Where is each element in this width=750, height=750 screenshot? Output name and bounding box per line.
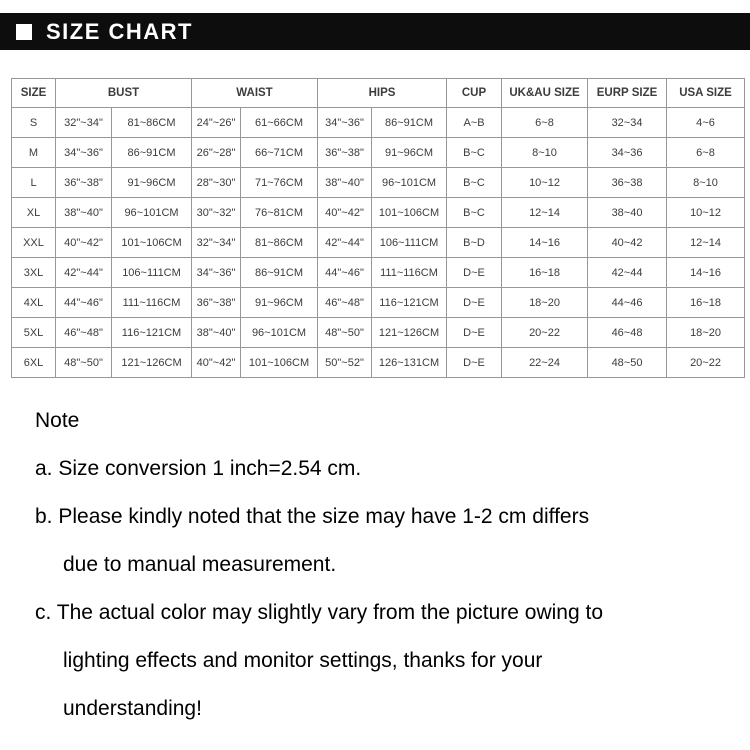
size-cell: 6XL xyxy=(12,348,56,378)
table-row-m xyxy=(12,138,745,168)
cup-cell: B~C xyxy=(447,168,502,198)
waist-in-cell: 38"~40" xyxy=(192,318,241,348)
usa-cell: 18~20 xyxy=(667,318,745,348)
size-cell: XXL xyxy=(12,228,56,258)
table-row-6xl xyxy=(12,348,745,378)
eurp-cell: 36~38 xyxy=(588,168,667,198)
bust-in-cell: 42"~44" xyxy=(56,258,112,288)
note-item-c-line3: understanding! xyxy=(63,697,202,720)
bust-in-cell: 36"~38" xyxy=(56,168,112,198)
waist-cm-cell: 91~96CM xyxy=(241,288,318,318)
note-item-b-line1: b. Please kindly noted that the size may have 1-2 cm differs xyxy=(35,505,590,528)
bust-cm-cell: 81~86CM xyxy=(112,108,192,138)
eurp-cell: 46~48 xyxy=(588,318,667,348)
cup-cell: B~C xyxy=(447,138,502,168)
table-row-5xl xyxy=(12,318,745,348)
ukau-cell: 14~16 xyxy=(502,228,588,258)
waist-cm-cell: 81~86CM xyxy=(241,228,318,258)
note-item-a: a. Size conversion 1 inch=2.54 cm. xyxy=(35,457,362,480)
col-header-hips: HIPS xyxy=(318,79,447,108)
hips-cm-cell: 126~131CM xyxy=(372,348,447,378)
cup-cell: D~E xyxy=(447,258,502,288)
notes-heading: Note xyxy=(35,409,80,432)
eurp-cell: 40~42 xyxy=(588,228,667,258)
hips-cm-cell: 86~91CM xyxy=(372,108,447,138)
cup-cell: A~B xyxy=(447,108,502,138)
cup-cell: B~C xyxy=(447,198,502,228)
size-cell: S xyxy=(12,108,56,138)
bust-in-cell: 44"~46" xyxy=(56,288,112,318)
bust-in-cell: 40"~42" xyxy=(56,228,112,258)
eurp-cell: 38~40 xyxy=(588,198,667,228)
waist-cm-cell: 101~106CM xyxy=(241,348,318,378)
waist-in-cell: 34"~36" xyxy=(192,258,241,288)
waist-in-cell: 30"~32" xyxy=(192,198,241,228)
usa-cell: 12~14 xyxy=(667,228,745,258)
table-row-s xyxy=(12,108,745,138)
usa-cell: 14~16 xyxy=(667,258,745,288)
hips-cm-cell: 101~106CM xyxy=(372,198,447,228)
bust-cm-cell: 116~121CM xyxy=(112,318,192,348)
waist-cm-cell: 86~91CM xyxy=(241,258,318,288)
waist-in-cell: 40"~42" xyxy=(192,348,241,378)
waist-cm-cell: 96~101CM xyxy=(241,318,318,348)
usa-cell: 6~8 xyxy=(667,138,745,168)
table-header-row xyxy=(12,79,745,108)
bust-in-cell: 46"~48" xyxy=(56,318,112,348)
size-cell: 4XL xyxy=(12,288,56,318)
table-row-3xl xyxy=(12,258,745,288)
size-cell: XL xyxy=(12,198,56,228)
cup-cell: D~E xyxy=(447,288,502,318)
square-bullet-icon xyxy=(16,24,32,40)
col-header-cup: CUP xyxy=(447,79,502,108)
cup-cell: B~D xyxy=(447,228,502,258)
hips-in-cell: 46"~48" xyxy=(318,288,372,318)
bust-in-cell: 32"~34" xyxy=(56,108,112,138)
bust-cm-cell: 101~106CM xyxy=(112,228,192,258)
eurp-cell: 42~44 xyxy=(588,258,667,288)
hips-cm-cell: 96~101CM xyxy=(372,168,447,198)
note-item-c-line1: c. The actual color may slightly vary from the picture owing to xyxy=(35,601,604,624)
waist-in-cell: 36"~38" xyxy=(192,288,241,318)
bust-in-cell: 38"~40" xyxy=(56,198,112,228)
cup-cell: D~E xyxy=(447,348,502,378)
page-title: SIZE CHART xyxy=(46,18,193,44)
ukau-cell: 16~18 xyxy=(502,258,588,288)
note-item-b-line2: due to manual measurement. xyxy=(63,553,337,576)
bust-cm-cell: 121~126CM xyxy=(112,348,192,378)
ukau-cell: 12~14 xyxy=(502,198,588,228)
bust-cm-cell: 111~116CM xyxy=(112,288,192,318)
table-row-l xyxy=(12,168,745,198)
bust-cm-cell: 106~111CM xyxy=(112,258,192,288)
ukau-cell: 6~8 xyxy=(502,108,588,138)
hips-cm-cell: 121~126CM xyxy=(372,318,447,348)
ukau-cell: 8~10 xyxy=(502,138,588,168)
size-cell: 5XL xyxy=(12,318,56,348)
waist-in-cell: 26"~28" xyxy=(192,138,241,168)
col-header-size: SIZE xyxy=(12,79,56,108)
waist-in-cell: 32"~34" xyxy=(192,228,241,258)
hips-in-cell: 38"~40" xyxy=(318,168,372,198)
hips-cm-cell: 111~116CM xyxy=(372,258,447,288)
size-cell: M xyxy=(12,138,56,168)
ukau-cell: 18~20 xyxy=(502,288,588,318)
eurp-cell: 34~36 xyxy=(588,138,667,168)
waist-cm-cell: 71~76CM xyxy=(241,168,318,198)
bust-cm-cell: 96~101CM xyxy=(112,198,192,228)
eurp-cell: 44~46 xyxy=(588,288,667,318)
ukau-cell: 10~12 xyxy=(502,168,588,198)
usa-cell: 20~22 xyxy=(667,348,745,378)
hips-in-cell: 40"~42" xyxy=(318,198,372,228)
eurp-cell: 32~34 xyxy=(588,108,667,138)
hips-in-cell: 42"~44" xyxy=(318,228,372,258)
hips-cm-cell: 106~111CM xyxy=(372,228,447,258)
hips-cm-cell: 116~121CM xyxy=(372,288,447,318)
col-header-bust: BUST xyxy=(56,79,192,108)
waist-cm-cell: 66~71CM xyxy=(241,138,318,168)
hips-in-cell: 44"~46" xyxy=(318,258,372,288)
table-row-4xl xyxy=(12,288,745,318)
usa-cell: 10~12 xyxy=(667,198,745,228)
usa-cell: 8~10 xyxy=(667,168,745,198)
size-cell: L xyxy=(12,168,56,198)
size-chart-header-bar xyxy=(0,13,750,50)
size-chart-table xyxy=(11,78,745,378)
hips-in-cell: 50"~52" xyxy=(318,348,372,378)
cup-cell: D~E xyxy=(447,318,502,348)
note-item-c-line2: lighting effects and monitor settings, thanks for your xyxy=(63,649,543,672)
bust-in-cell: 34"~36" xyxy=(56,138,112,168)
bust-cm-cell: 91~96CM xyxy=(112,168,192,198)
hips-cm-cell: 91~96CM xyxy=(372,138,447,168)
table-row-xl xyxy=(12,198,745,228)
notes-section xyxy=(35,397,735,733)
waist-in-cell: 24"~26" xyxy=(192,108,241,138)
usa-cell: 4~6 xyxy=(667,108,745,138)
hips-in-cell: 36"~38" xyxy=(318,138,372,168)
col-header-eurp-size: EURP SIZE xyxy=(588,79,667,108)
col-header-waist: WAIST xyxy=(192,79,318,108)
waist-in-cell: 28"~30" xyxy=(192,168,241,198)
eurp-cell: 48~50 xyxy=(588,348,667,378)
ukau-cell: 20~22 xyxy=(502,318,588,348)
bust-cm-cell: 86~91CM xyxy=(112,138,192,168)
ukau-cell: 22~24 xyxy=(502,348,588,378)
bust-in-cell: 48"~50" xyxy=(56,348,112,378)
col-header-ukau-size: UK&AU SIZE xyxy=(502,79,588,108)
waist-cm-cell: 76~81CM xyxy=(241,198,318,228)
table-row-xxl xyxy=(12,228,745,258)
col-header-usa-size: USA SIZE xyxy=(667,79,745,108)
size-cell: 3XL xyxy=(12,258,56,288)
hips-in-cell: 48"~50" xyxy=(318,318,372,348)
usa-cell: 16~18 xyxy=(667,288,745,318)
waist-cm-cell: 61~66CM xyxy=(241,108,318,138)
hips-in-cell: 34"~36" xyxy=(318,108,372,138)
